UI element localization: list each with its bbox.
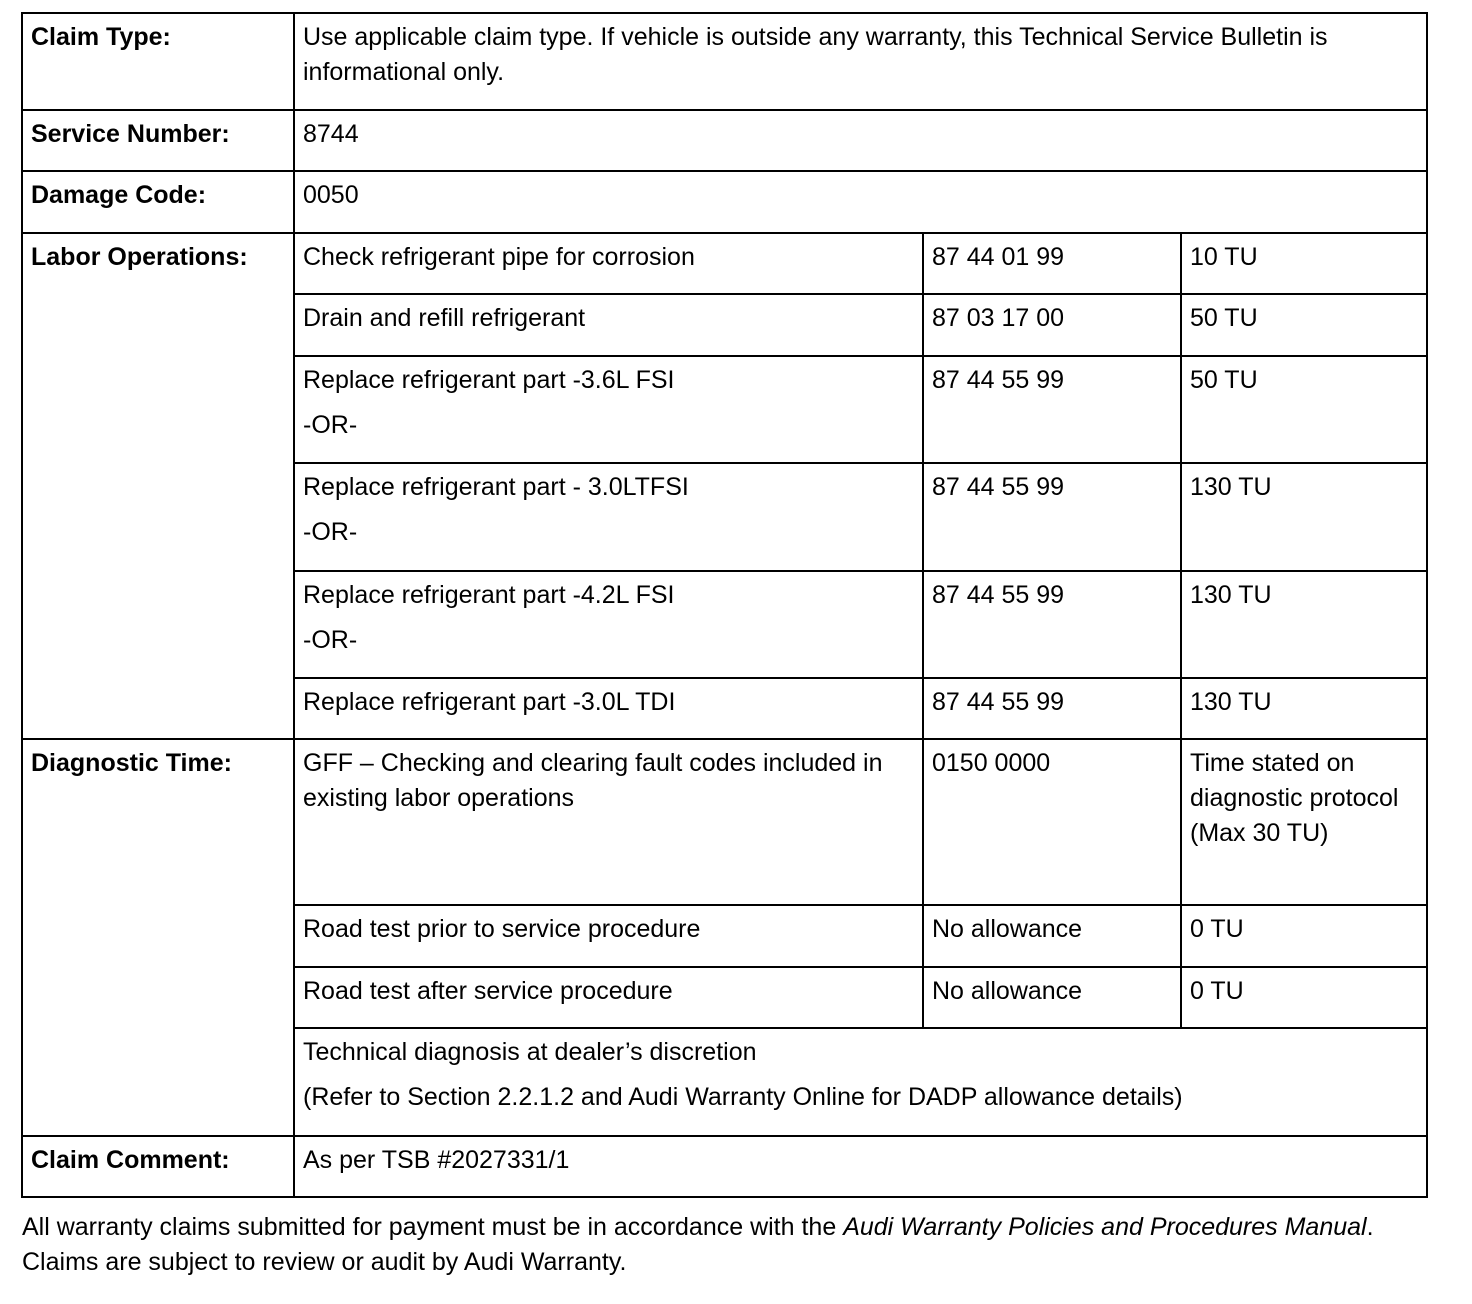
diagnostic-code: 0150 0000 — [923, 739, 1181, 905]
labor-op-desc: Replace refrigerant part -4.2L FSI — [303, 581, 675, 609]
damage-code-row — [22, 171, 1427, 233]
damage-code-value: 0050 — [294, 171, 1427, 233]
labor-op-desc-cell — [294, 463, 923, 571]
labor-op-code: 87 44 55 99 — [923, 356, 1181, 463]
diagnostic-desc: GFF – Checking and clearing fault codes included in existing labor operations — [294, 739, 923, 905]
claim-comment-value: As per TSB #2027331/1 — [294, 1136, 1427, 1197]
labor-op-time: 130 TU — [1181, 571, 1427, 678]
manual-title: Audi Warranty Policies and Procedures Manual — [843, 1213, 1367, 1241]
footer-text: All warranty claims submitted for payment must be in accordance with the — [22, 1213, 844, 1241]
labor-op-code: 87 44 55 99 — [923, 463, 1181, 571]
labor-op-desc-cell — [294, 356, 923, 463]
labor-op-desc: Drain and refill refrigerant — [294, 294, 923, 356]
labor-op-time: 10 TU — [1181, 233, 1427, 294]
labor-op-code: 87 44 55 99 — [923, 571, 1181, 678]
diagnostic-time: Time stated on diagnostic protocol (Max 30 TU) — [1181, 739, 1427, 905]
diagnostic-time-label: Diagnostic Time: — [22, 739, 294, 1136]
labor-op-or: -OR- — [303, 626, 358, 654]
labor-op-or: -OR- — [303, 518, 358, 546]
damage-code-label: Damage Code: — [22, 171, 294, 233]
labor-op-time: 130 TU — [1181, 463, 1427, 571]
labor-op-time: 50 TU — [1181, 294, 1427, 356]
labor-operations-label: Labor Operations: — [22, 233, 294, 739]
labor-op-desc-cell — [294, 571, 923, 678]
claim-type-row — [22, 13, 1427, 110]
labor-op-time: 130 TU — [1181, 678, 1427, 739]
claim-comment-label: Claim Comment: — [22, 1136, 294, 1197]
labor-op-time: 50 TU — [1181, 356, 1427, 463]
diagnostic-note-line: Technical diagnosis at dealer’s discretion — [303, 1038, 757, 1066]
diagnostic-code: No allowance — [923, 905, 1181, 967]
labor-op-row — [22, 233, 1427, 294]
labor-op-desc: Replace refrigerant part - 3.0LTFSI — [303, 473, 689, 501]
claim-type-label: Claim Type: — [22, 13, 294, 110]
warranty-claim-table — [21, 12, 1428, 1198]
diagnostic-note-line: (Refer to Section 2.2.1.2 and Audi Warranty Online for DADP allowance details) — [303, 1083, 1183, 1111]
service-number-value: 8744 — [294, 110, 1427, 171]
labor-op-code: 87 44 55 99 — [923, 678, 1181, 739]
labor-op-desc: Replace refrigerant part -3.6L FSI — [303, 366, 675, 394]
labor-op-code: 87 03 17 00 — [923, 294, 1181, 356]
service-number-row — [22, 110, 1427, 171]
labor-op-desc: Check refrigerant pipe for corrosion — [294, 233, 923, 294]
labor-op-or: -OR- — [303, 411, 358, 439]
diagnostic-time: 0 TU — [1181, 905, 1427, 967]
diagnostic-note — [294, 1028, 1427, 1136]
diagnostic-desc: Road test prior to service procedure — [294, 905, 923, 967]
warranty-footer-note — [22, 1210, 1442, 1280]
diagnostic-code: No allowance — [923, 967, 1181, 1028]
service-number-label: Service Number: — [22, 110, 294, 171]
diagnostic-row — [22, 739, 1427, 905]
diagnostic-desc: Road test after service procedure — [294, 967, 923, 1028]
claim-comment-row — [22, 1136, 1427, 1197]
labor-op-code: 87 44 01 99 — [923, 233, 1181, 294]
labor-op-desc: Replace refrigerant part -3.0L TDI — [294, 678, 923, 739]
diagnostic-time: 0 TU — [1181, 967, 1427, 1028]
footer-text: . Claims are subject to review or audit by Audi Warranty. — [22, 1213, 1374, 1276]
claim-type-value: Use applicable claim type. If vehicle is outside any warranty, this Technical Service Bulletin is informational only. — [294, 13, 1427, 110]
